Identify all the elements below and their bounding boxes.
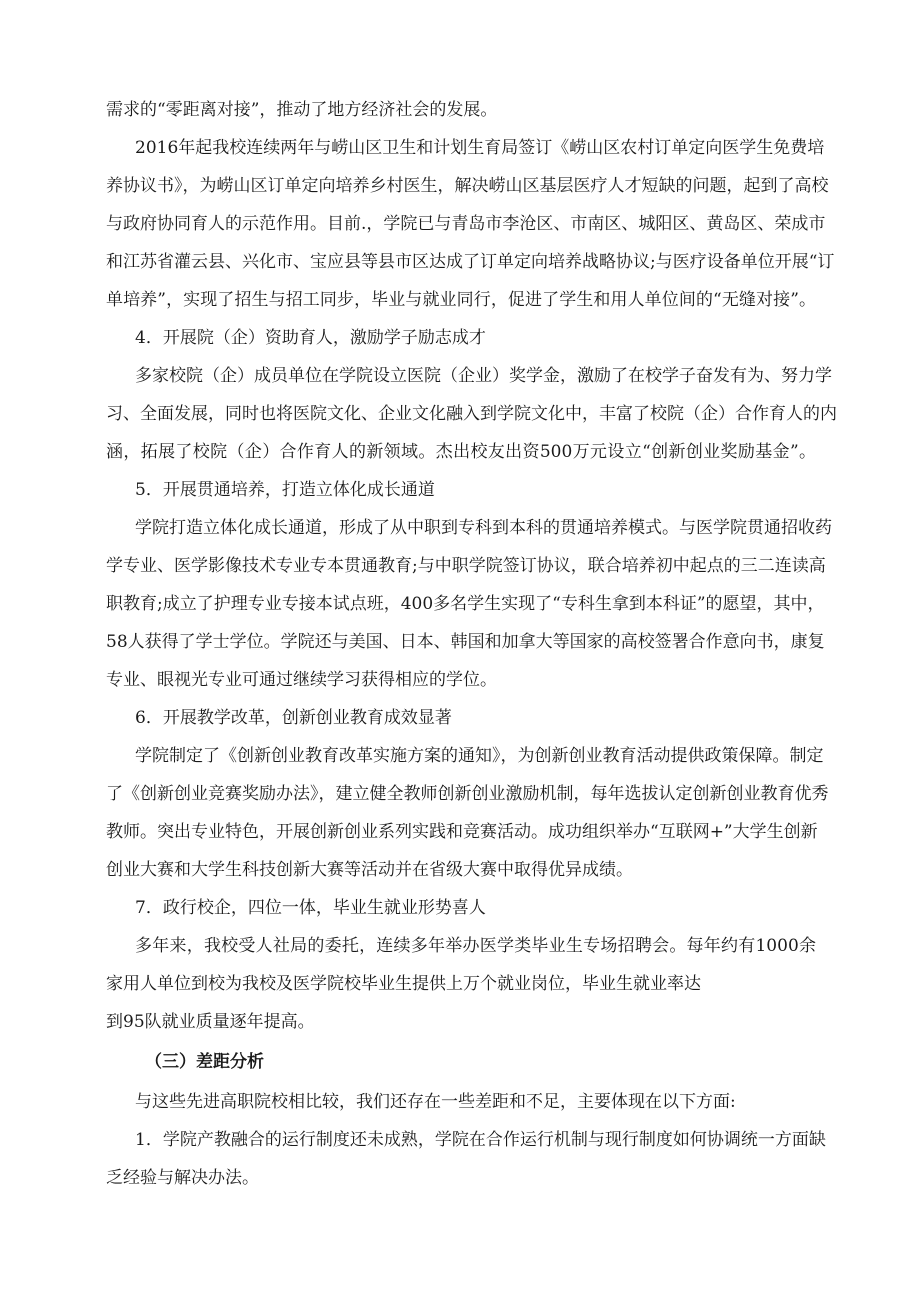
text-line: 学院打造立体化成长通道，形成了从中职到专科到本科的贯通培养模式。与医学院贯通招收药: [135, 518, 832, 538]
text-line: 需求的“零距离对接”，推动了地方经济社会的发展。: [106, 100, 498, 120]
text-line: 习、全面发展，同时也将医院文化、企业文化融入到学院文化中，丰富了校院（企）合作育人的内: [106, 404, 837, 424]
text-line: 学院制定了《创新创业教育改革实施方案的通知》，为创新创业教育活动提供政策保障。制定: [135, 746, 824, 766]
section-heading: 4．开展院（企）资助育人，激励学子励志成才: [135, 328, 486, 348]
text-line: 家用人单位到校为我校及医学院校毕业生提供上万个就业岗位，毕业生就业率达: [106, 974, 701, 994]
section-heading: 6．开展教学改革，创新创业教育成效显著: [135, 708, 452, 728]
section-heading: 5．开展贯通培养，打造立体化成长通道: [135, 480, 435, 500]
text-line: 专业、眼视光专业可通过继续学习获得相应的学位。: [106, 670, 497, 690]
text-line: 养协议书》，为崂山区订单定向培养乡村医生，解决崂山区基层医疗人才短缺的问题，起到了高校: [106, 176, 829, 196]
text-line: 58人获得了学士学位。学院还与美国、日本、韩国和加拿大等国家的高校签署合作意向书，康复: [106, 632, 825, 652]
text-line: 多家校院（企）成员单位在学院设立医院（企业）奖学金，激励了在校学子奋发有为、努力学: [135, 366, 832, 386]
text-line: 乏经验与解决办法。: [106, 1168, 259, 1188]
text-line: 职教育;成立了护理专业专接本试点班，400多名学生实现了“专科生拿到本科证”的愿望，其中，: [106, 594, 825, 614]
text-line: 涵，拓展了校院（企）合作育人的新领域。杰出校友出资500万元设立“创新创业奖励基金”。: [106, 442, 816, 462]
text-line: 与这些先进高职院校相比较，我们还存在一些差距和不足，主要体现在以下方面:: [135, 1092, 736, 1112]
text-line: 2016年起我校连续两年与崂山区卫生和计划生育局签订《崂山区农村订单定向医学生免费培: [135, 138, 825, 158]
text-line: 学专业、医学影像技术专业专本贯通教育;与中职学院签订协议，联合培养初中起点的三二连读高: [106, 556, 826, 576]
text-line: 1．学院产教融合的运行制度还未成熟，学院在合作运行机制与现行制度如何协调统一方面缺: [135, 1130, 826, 1150]
text-line: 创业大赛和大学生科技创新大赛等活动并在省级大赛中取得优异成绩。: [106, 860, 633, 880]
text-line: 教师。突出专业特色，开展创新创业系列实践和竞赛活动。成功组织举办“互联网+”大学生创新: [106, 822, 818, 842]
text-line: 单培养”，实现了招生与招工同步，毕业与就业同行，促进了学生和用人单位间的“无缝对接”。: [106, 290, 816, 310]
subsection-heading: （三）差距分析: [145, 1052, 264, 1072]
text-line: 和江苏省灌云县、兴化市、宝应县等县市区达成了订单定向培养战略协议;与医疗设备单位开展“订: [106, 252, 835, 272]
text-line: 多年来，我校受人社局的委托，连续多年举办医学类毕业生专场招聘会。每年约有1000余: [135, 936, 816, 956]
text-line: 了《创新创业竞赛奖励办法》，建立健全教师创新创业激励机制，每年选拔认定创新创业教育优秀: [106, 784, 829, 804]
text-line: 与政府协同育人的示范作用。目前.，学院已与青岛市李沧区、市南区、城阳区、黄岛区、荣成市: [106, 214, 826, 234]
section-heading: 7．政行校企，四位一体，毕业生就业形势喜人: [135, 898, 486, 918]
text-line: 到95队就业质量逐年提高。: [106, 1012, 315, 1032]
